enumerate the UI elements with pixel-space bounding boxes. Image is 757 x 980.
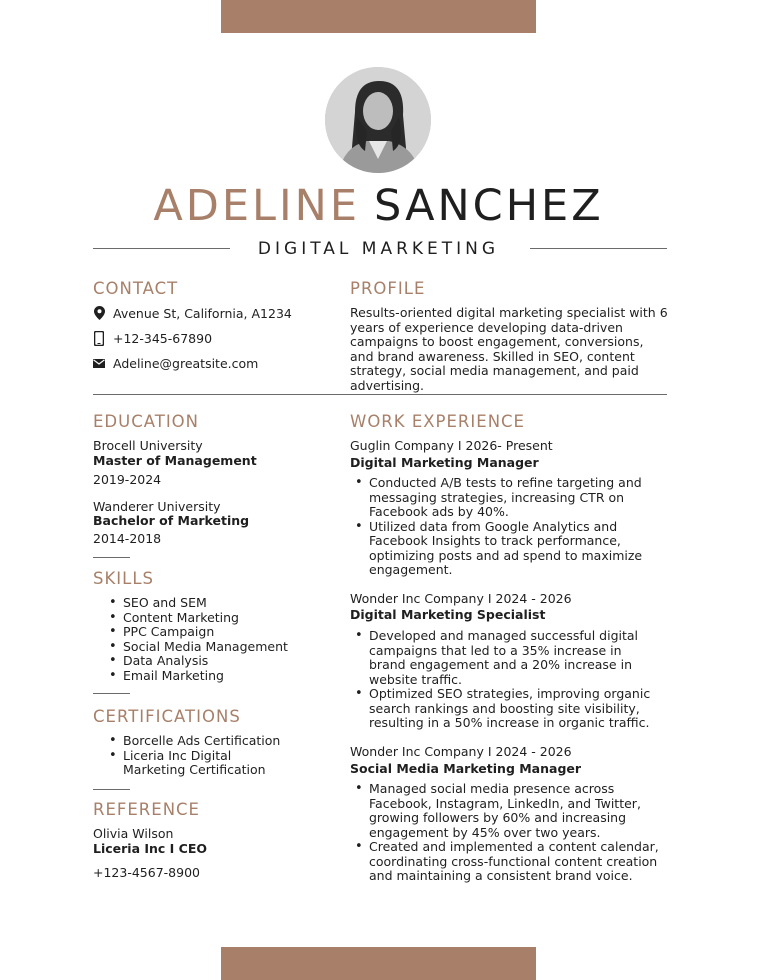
reference-name: Olivia Wilson [93,826,174,841]
reference-phone: +123-4567-8900 [93,865,200,880]
job-bullet: • Managed social media presence across Facebook, Instagram, LinkedIn, and Twitter, growing followers by 60% and increasing engagement by 45% over two years. [350,782,660,840]
job-bullet: • Optimized SEO strategies, improving organic search rankings and boosting site visibility, resulting in a 50% increase in organic traffic. [350,687,660,731]
address-text: Avenue St, California, A1234 [113,305,292,321]
education-degree: Bachelor of Marketing [93,513,250,528]
contact-heading: CONTACT [93,279,179,298]
education-heading: EDUCATION [93,412,200,431]
job-bullet: • Developed and managed successful digital campaigns that led to a 35% increase in brand engagement and a 20% increase in website traffic. [350,629,660,687]
reference-heading: REFERENCE [93,800,200,819]
education-years: 2014-2018 [93,531,162,546]
email-text[interactable]: Adeline@greatsite.com [113,355,259,371]
profile-photo [325,67,431,173]
skill-item: • Social Media Management [104,640,288,655]
job-role: Digital Marketing Specialist [350,607,546,622]
job-bullets [350,476,660,578]
certification-item: • Liceria Inc Digital Marketing Certification [104,749,294,778]
job-company: Guglin Company I 2026- Present [350,438,553,453]
job-company: Wonder Inc Company I 2024 - 2026 [350,744,572,759]
job-title: DIGITAL MARKETING [257,239,500,259]
full-name [0,180,757,232]
short-divider [93,789,130,790]
contact-phone [93,330,212,346]
job-role: Digital Marketing Manager [350,455,539,470]
skill-item: • SEO and SEM [104,596,288,611]
top-accent-bar [221,0,536,33]
certifications-list [104,734,294,778]
contact-address [93,305,292,321]
section-divider [93,394,667,395]
short-divider [93,557,130,558]
certification-item: • Borcelle Ads Certification [104,734,294,749]
skill-item: • Data Analysis [104,654,288,669]
education-degree: Master of Management [93,453,257,468]
short-divider [93,693,130,694]
profile-text: Results-oriented digital marketing specialist with 6 years of experience developing data-driven campaigns to boost engagement, conversions, and brand awareness. Skilled in SEO, content strategy, social media management, and paid advertising. [350,305,668,393]
work-experience-heading: WORK EXPERIENCE [350,412,525,431]
job-company: Wonder Inc Company I 2024 - 2026 [350,591,572,606]
bottom-accent-bar [221,947,536,980]
job-bullet: • Created and implemented a content calendar, coordinating cross-functional content creation and maintaining a consistent brand voice. [350,840,660,884]
skill-item: • PPC Campaign [104,625,288,640]
education-school: Brocell University [93,438,203,453]
skills-heading: SKILLS [93,569,155,588]
profile-heading: PROFILE [350,279,426,298]
certifications-heading: CERTIFICATIONS [93,707,241,726]
skills-list [104,596,288,683]
skill-item: • Email Marketing [104,669,288,684]
education-school: Wanderer University [93,499,221,514]
mail-icon [93,356,105,370]
skill-item: • Content Marketing [104,611,288,626]
job-bullet: • Conducted A/B tests to refine targeting and messaging strategies, increasing CTR on Facebook ads by 40%. [350,476,660,520]
location-pin-icon [93,306,105,320]
contact-email [93,355,258,371]
education-years: 2019-2024 [93,472,162,487]
job-role: Social Media Marketing Manager [350,761,582,776]
last-name: SANCHEZ [374,181,604,231]
job-bullet: • Utilized data from Google Analytics and Facebook Insights to track performance, optimizing posts and ad spend to maximize engagement. [350,520,660,578]
first-name: ADELINE [153,181,360,231]
phone-text: +12-345-67890 [113,330,213,346]
job-bullets [350,782,660,884]
job-bullets [350,629,660,731]
phone-icon [93,331,105,345]
reference-role: Liceria Inc I CEO [93,841,208,856]
title-rule-right [530,248,667,249]
